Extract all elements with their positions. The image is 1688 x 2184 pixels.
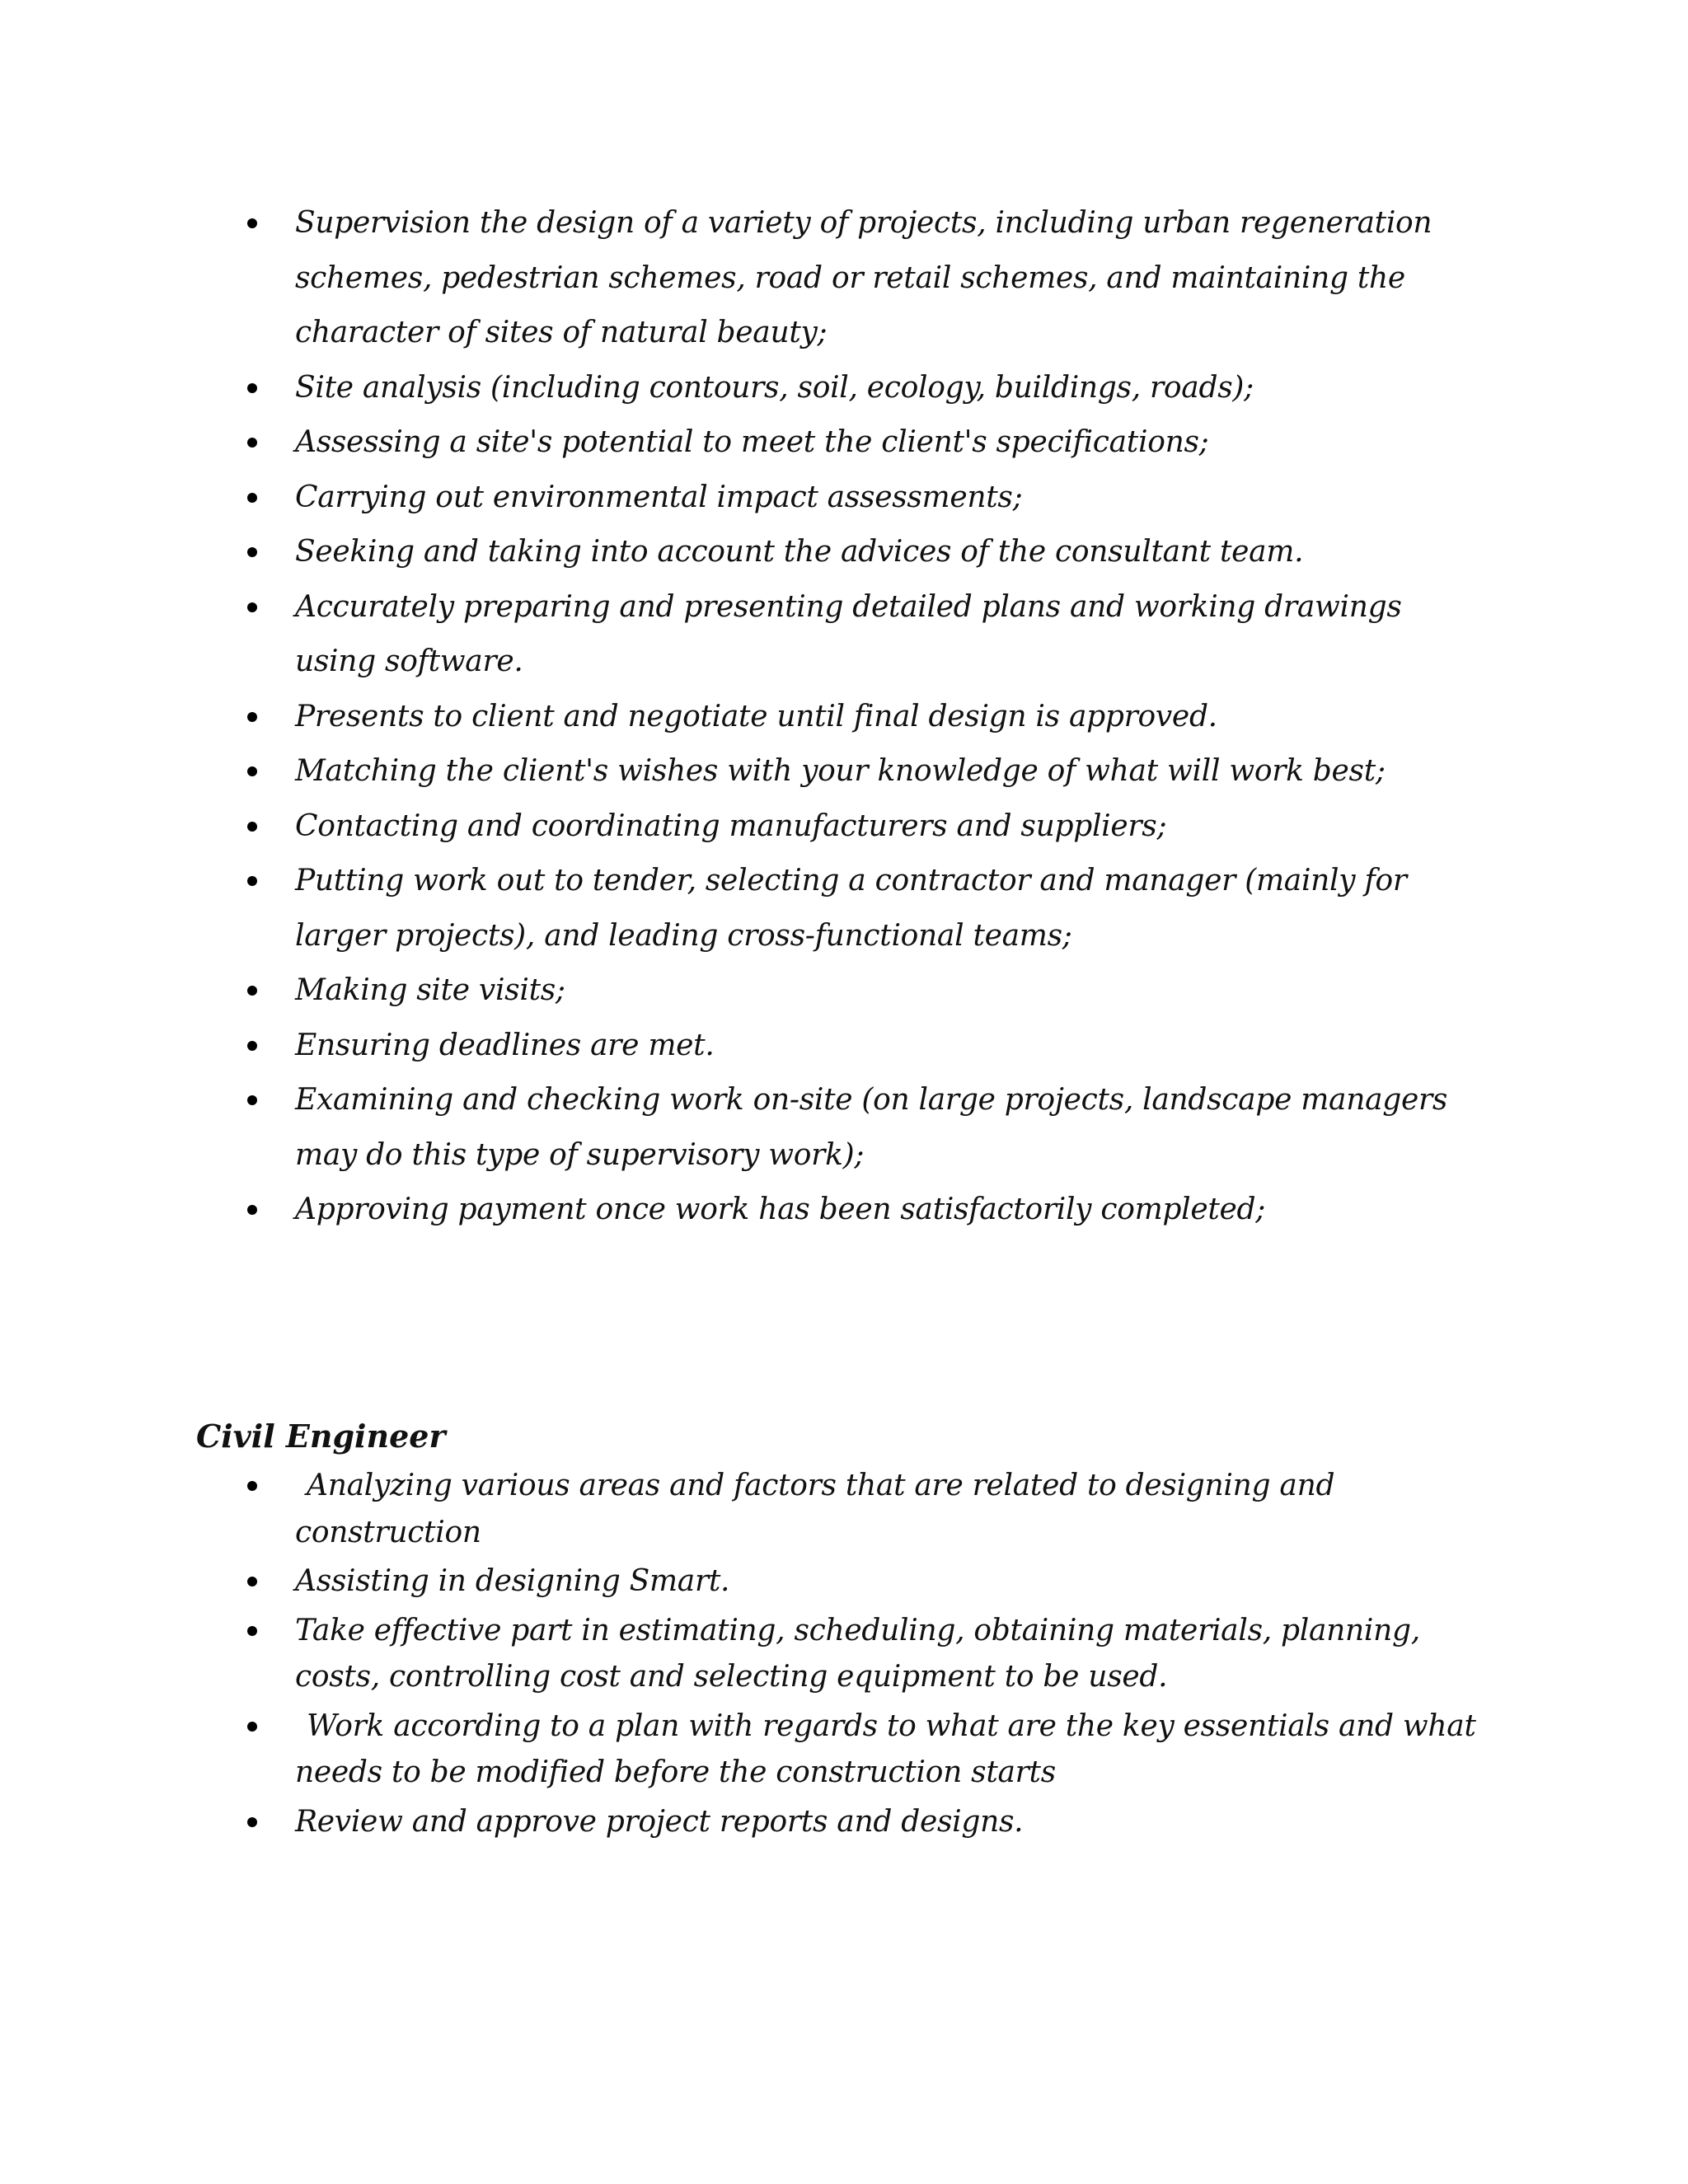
list-item-text: Take effective part in estimating, scheduling, obtaining materials, planning, costs, controlling cost and selecting equipment to be used. — [295, 1613, 1420, 1694]
bullet-icon — [247, 438, 257, 448]
list-item-text: Approving payment once work has been satisfactorily completed; — [295, 1193, 1266, 1226]
bullet-icon — [247, 712, 257, 722]
bullet-icon — [247, 383, 257, 393]
list-item — [247, 1183, 1484, 1238]
list-item-text: Putting work out to tender, selecting a contractor and manager (mainly for larger projects), and leading cross-functional teams; — [295, 864, 1407, 953]
list-item-text: Accurately preparing and presenting detailed plans and working drawings using software. — [295, 589, 1402, 678]
list-item — [247, 1019, 1484, 1074]
list-item-text: Contacting and coordinating manufacturers and suppliers; — [295, 808, 1167, 843]
list-item — [247, 580, 1484, 690]
bullet-icon — [247, 1722, 257, 1732]
section-heading-civil-engineer: Civil Engineer — [196, 1418, 446, 1455]
civil-engineer-duties-list — [247, 1463, 1484, 1848]
bullet-icon — [247, 1577, 257, 1586]
bullet-icon — [247, 493, 257, 503]
list-item — [247, 196, 1484, 361]
landscape-duties-list — [247, 196, 1484, 1238]
bullet-icon — [247, 1626, 257, 1636]
list-item-text: Analyzing various areas and factors that are related to designing and construction — [295, 1469, 1335, 1549]
bullet-icon — [247, 218, 257, 228]
list-item-text: Work according to a plan with regards to what are the key essentials and what needs to be modified before the construction starts — [295, 1708, 1476, 1789]
list-item — [247, 415, 1484, 471]
list-item — [247, 690, 1484, 745]
list-item-text: Review and approve project reports and designs. — [295, 1804, 1024, 1839]
bullet-icon — [247, 547, 257, 557]
list-item — [247, 361, 1484, 416]
list-item — [247, 1608, 1484, 1701]
list-item-text: Presents to client and negotiate until final design is approved. — [295, 699, 1217, 733]
list-item — [247, 963, 1484, 1019]
list-item-text: Assisting in designing Smart. — [295, 1564, 730, 1598]
list-item-text: Ensuring deadlines are met. — [295, 1028, 715, 1062]
list-item-text: Assessing a site's potential to meet the client's specifications; — [295, 425, 1209, 459]
bullet-icon — [247, 602, 257, 612]
bullet-icon — [247, 1817, 257, 1827]
list-item — [247, 1073, 1484, 1183]
list-item-text: Site analysis (including contours, soil, ecology, buildings, roads); — [295, 370, 1254, 405]
list-item-text: Carrying out environmental impact assessments; — [295, 480, 1023, 514]
list-item-text: Making site visits; — [295, 973, 565, 1007]
list-item — [247, 471, 1484, 526]
list-item-text: Matching the client's wishes with your knowledge of what will work best; — [295, 754, 1386, 788]
list-item — [247, 1463, 1484, 1556]
bullet-icon — [247, 986, 257, 996]
list-item — [247, 1704, 1484, 1797]
list-item-text: Seeking and taking into account the advices of the consultant team. — [295, 535, 1304, 569]
list-item — [247, 799, 1484, 855]
list-item-text: Supervision the design of a variety of projects, including urban regeneration schemes, pedestrian schemes, road or retail schemes, and maintaining the character of sites of natural beauty; — [295, 206, 1432, 349]
bullet-icon — [247, 766, 257, 776]
bullet-icon — [247, 822, 257, 832]
bullet-icon — [247, 1205, 257, 1215]
list-item-text: Examining and checking work on-site (on large projects, landscape managers may do this type of supervisory work); — [295, 1083, 1448, 1172]
bullet-icon — [247, 1041, 257, 1051]
list-item — [247, 525, 1484, 580]
bullet-icon — [247, 1481, 257, 1491]
list-item — [247, 1799, 1484, 1846]
list-item — [247, 1558, 1484, 1605]
bullet-icon — [247, 876, 257, 886]
list-item — [247, 744, 1484, 799]
bullet-icon — [247, 1095, 257, 1105]
list-item — [247, 854, 1484, 963]
